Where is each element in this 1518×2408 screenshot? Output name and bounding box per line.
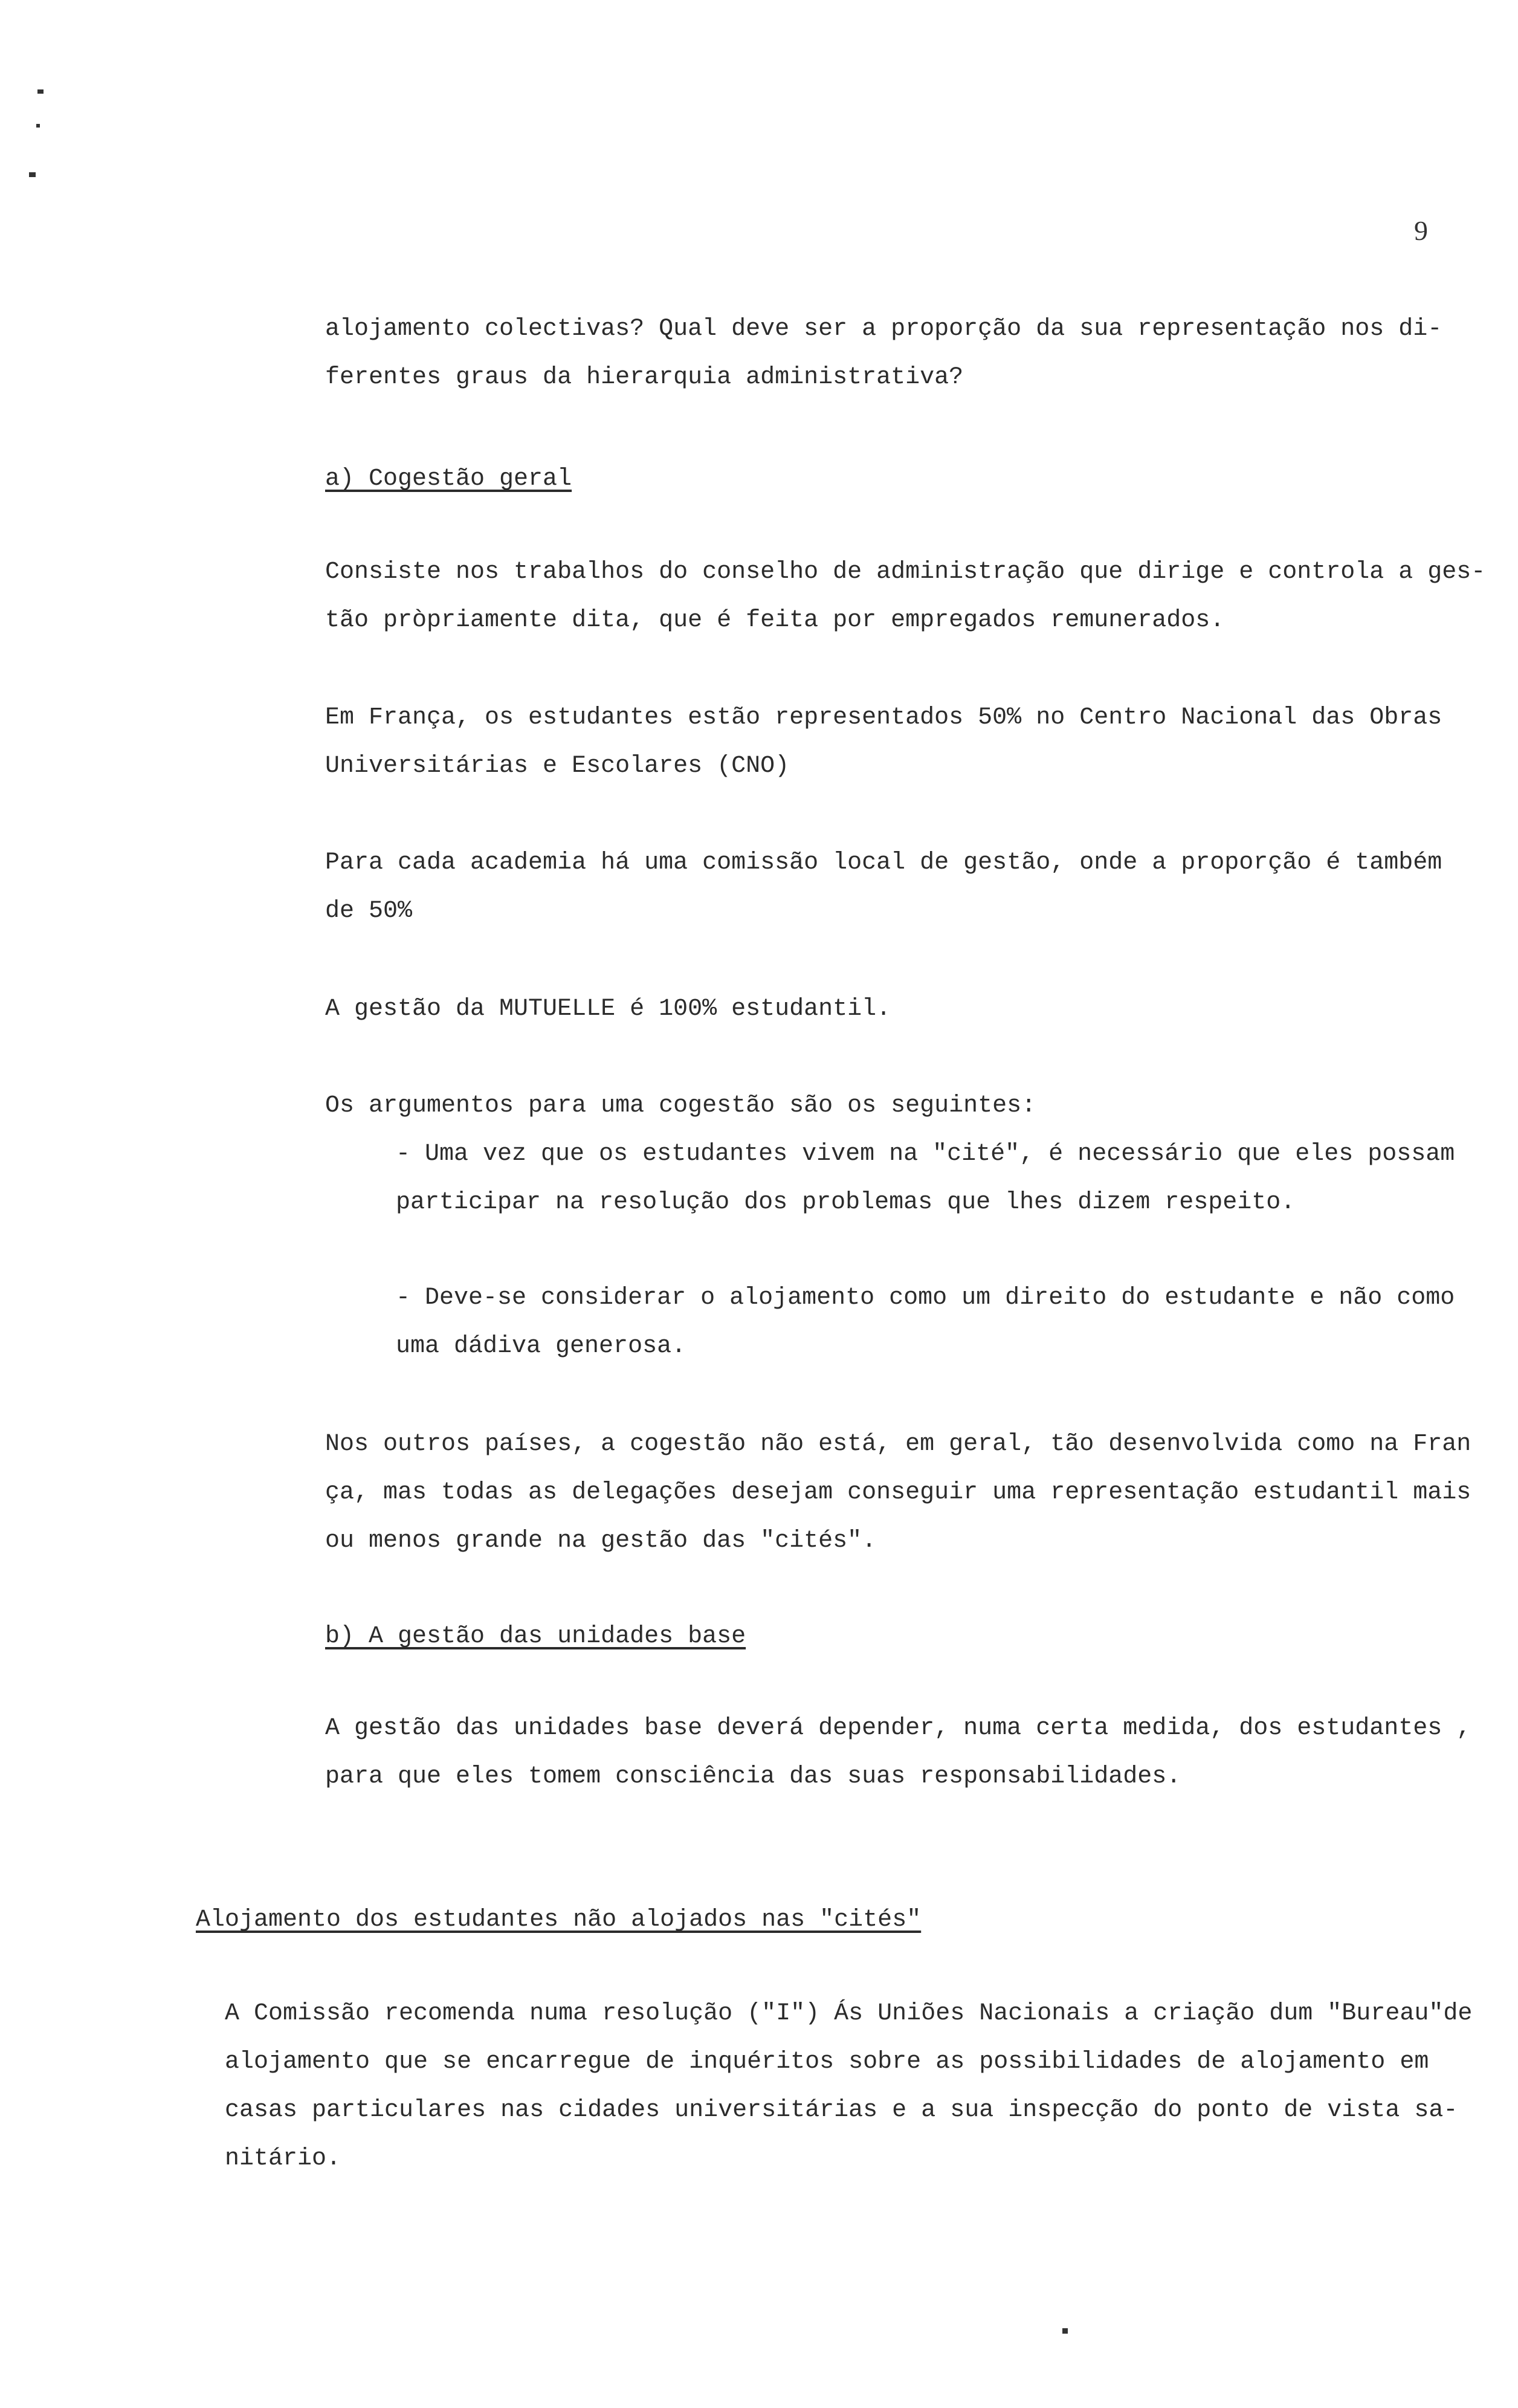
paragraph-franca (325, 694, 1442, 791)
paragraph-mutuelle: A gestão da MUTUELLE é 100% estudantil. (325, 995, 891, 1023)
page-number: 9 (1414, 215, 1428, 246)
text-line: casas particulares nas cidades universitárias e a sua inspecção do ponto de vista sa- (225, 2097, 1458, 2124)
text-line: para que eles tomem consciência das suas responsabilidades. (325, 1763, 1181, 1790)
paragraph-argumentos: Os argumentos para uma cogestão são os seguintes: (325, 1092, 1036, 1119)
text-line: alojamento colectivas? Qual deve ser a proporção da sua representação nos di- (325, 316, 1442, 343)
bullet-item (396, 1274, 1455, 1371)
paragraph-outros-paises (325, 1420, 1471, 1565)
text-line: A Comissão recomenda numa resolução ("I") Ás Uniões Nacionais a criação dum "Bureau"de (225, 2000, 1473, 2027)
scan-speck (36, 124, 40, 128)
bullet-item (396, 1130, 1455, 1227)
text-line: Nos outros países, a cogestão não está, em geral, tão desenvolvida como na Fran (325, 1431, 1471, 1458)
section-heading-cogestao-geral: a) Cogestão geral (325, 465, 572, 493)
text-line: Universitárias e Escolares (CNO) (325, 752, 790, 780)
scan-speck (37, 89, 44, 94)
text-line: uma dádiva generosa. (396, 1333, 686, 1360)
text-line: Para cada academia há uma comissão local de gestão, onde a proporção é também (325, 849, 1442, 876)
text-line: participar na resolução dos problemas que lhes dizem respeito. (396, 1189, 1296, 1216)
scan-speck (1062, 2328, 1068, 2334)
text-line: A gestão das unidades base deverá depender, numa certa medida, dos estudantes , (325, 1715, 1471, 1742)
text-line: de 50% (325, 898, 413, 925)
section-heading-unidades-base: b) A gestão das unidades base (325, 1623, 746, 1650)
paragraph-consiste (325, 548, 1485, 645)
intro-paragraph (325, 305, 1442, 402)
section-heading-alojamento: Alojamento dos estudantes não alojados nas "cités" (196, 1906, 922, 1934)
text-line: tão pròpriamente dita, que é feita por empregados remunerados. (325, 607, 1225, 634)
text-line: ou menos grande na gestão das "cités". (325, 1527, 877, 1555)
text-line: alojamento que se encarregue de inquéritos sobre as possibilidades de alojamento em (225, 2048, 1429, 2076)
text-line: ça, mas todas as delegações desejam conseguir uma representação estudantil mais (325, 1479, 1471, 1506)
text-line: Consiste nos trabalhos do conselho de administração que dirige e controla a ges- (325, 558, 1486, 586)
scan-speck (29, 172, 36, 177)
text-line: - Uma vez que os estudantes vivem na "cité", é necessário que eles possam (396, 1141, 1455, 1168)
text-line: Em França, os estudantes estão representados 50% no Centro Nacional das Obras (325, 704, 1442, 731)
text-line: ferentes graus da hierarquia administrativa? (325, 364, 964, 391)
text-line: - Deve-se considerar o alojamento como um direito do estudante e não como (396, 1284, 1455, 1312)
text-line: nitário. (225, 2145, 341, 2172)
paragraph-comissao (225, 1990, 1472, 2183)
paragraph-unidades-base (325, 1704, 1471, 1801)
paragraph-academia (325, 839, 1442, 936)
